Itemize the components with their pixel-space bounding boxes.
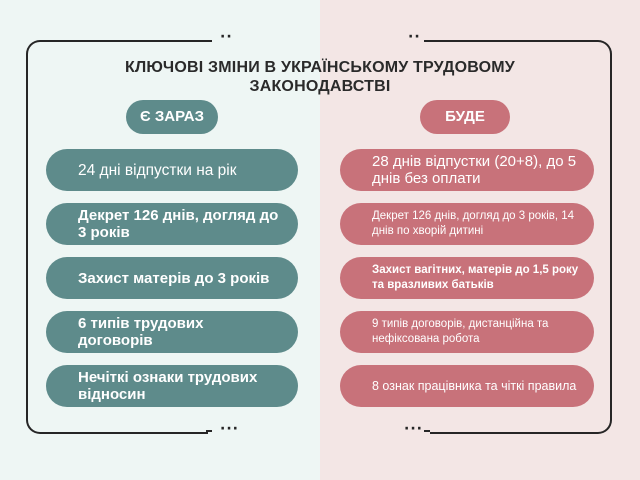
current-item: 24 дні відпустки на рік bbox=[46, 149, 298, 191]
ellipsis-icon: ··· bbox=[220, 421, 239, 437]
frame-segment bbox=[424, 40, 430, 42]
future-item: 8 ознак працівника та чіткі правила bbox=[340, 365, 594, 407]
frame-segment bbox=[424, 430, 430, 432]
frame-segment bbox=[206, 430, 212, 432]
current-item: Декрет 126 днів, догляд до 3 років bbox=[46, 203, 298, 245]
title-line-1: КЛЮЧОВІ ЗМІНИ В УКРАЇНСЬКОМУ ТРУДОВОМУ bbox=[125, 59, 515, 76]
future-item: Захист вагітних, матерів до 1,5 року та вразливих батьків bbox=[340, 257, 594, 299]
ellipsis-icon: ·· bbox=[408, 29, 421, 45]
title-line-2: ЗАКОНОДАВСТВІ bbox=[249, 78, 391, 95]
future-header: БУДЕ bbox=[420, 100, 510, 134]
current-item: Захист матерів до 3 років bbox=[46, 257, 298, 299]
future-item: 9 типів договорів, дистанційна та нефіксована робота bbox=[340, 311, 594, 353]
future-item: Декрет 126 днів, догляд до 3 років, 14 днів по хворій дитині bbox=[340, 203, 594, 245]
ellipsis-icon: ·· bbox=[220, 29, 233, 45]
ellipsis-icon: ··· bbox=[404, 421, 423, 437]
page-title bbox=[60, 58, 580, 96]
current-header: Є ЗАРАЗ bbox=[126, 100, 218, 134]
future-item: 28 днів відпустки (20+8), до 5 днів без оплати bbox=[340, 149, 594, 191]
frame-segment bbox=[206, 40, 212, 42]
current-item: Нечіткі ознаки трудових відносин bbox=[46, 365, 298, 407]
current-item: 6 типів трудових договорів bbox=[46, 311, 298, 353]
